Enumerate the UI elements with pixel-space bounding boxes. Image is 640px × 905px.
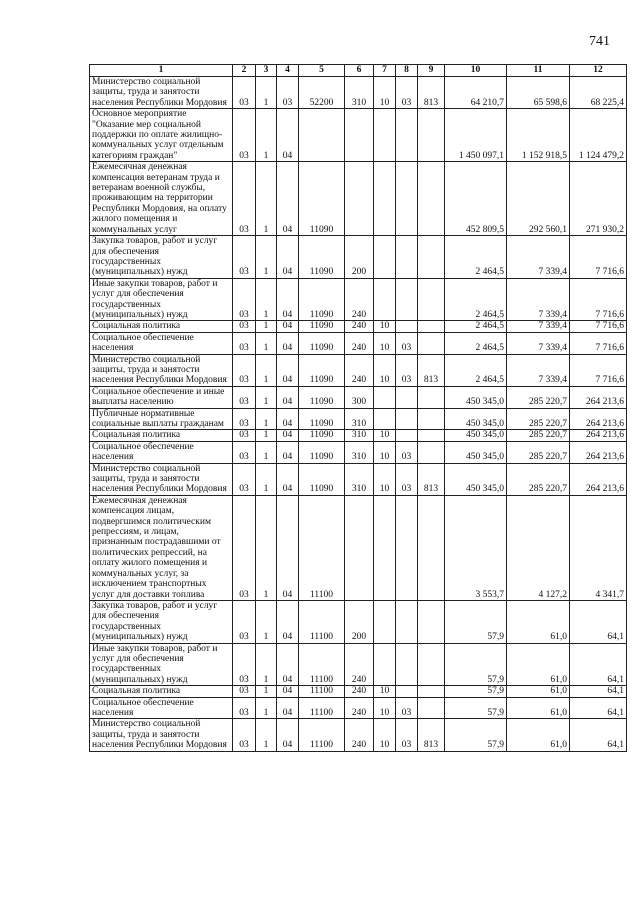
expense-type-cell: 300 bbox=[345, 386, 374, 408]
section-cell: 10 bbox=[374, 441, 396, 463]
code-col-2-cell: 03 bbox=[233, 332, 256, 354]
code-col-2-cell: 03 bbox=[233, 600, 256, 643]
expense-type-cell: 240 bbox=[345, 321, 374, 332]
code-col-3-cell: 1 bbox=[256, 321, 277, 332]
target-article-cell: 11090 bbox=[299, 408, 345, 430]
code-col-2-cell: 03 bbox=[233, 162, 256, 236]
code-col-4-cell: 04 bbox=[277, 109, 299, 162]
expense-type-cell: 310 bbox=[345, 463, 374, 495]
expense-type-cell: 310 bbox=[345, 408, 374, 430]
code-col-3-cell: 1 bbox=[256, 236, 277, 279]
code-col-4-cell: 04 bbox=[277, 719, 299, 751]
code-col-4-cell: 03 bbox=[277, 77, 299, 109]
page-number: 741 bbox=[589, 34, 610, 49]
section-cell: 10 bbox=[374, 321, 396, 332]
section-cell: 10 bbox=[374, 77, 396, 109]
target-article-cell: 11100 bbox=[299, 686, 345, 697]
section-cell bbox=[374, 408, 396, 430]
amount-col-12-cell: 264 213,6 bbox=[570, 463, 627, 495]
amount-col-11-cell: 285 220,7 bbox=[507, 430, 570, 441]
amount-col-10-cell: 57,9 bbox=[445, 686, 507, 697]
table-row bbox=[90, 463, 627, 495]
code-col-2-cell: 03 bbox=[233, 321, 256, 332]
code-col-3-cell: 1 bbox=[256, 600, 277, 643]
ministry-code-cell bbox=[418, 643, 445, 686]
target-article-cell: 11100 bbox=[299, 643, 345, 686]
budget-table bbox=[89, 64, 627, 752]
target-article-cell: 11090 bbox=[299, 354, 345, 386]
amount-col-11-cell: 61,0 bbox=[507, 697, 570, 719]
amount-col-12-cell: 64,1 bbox=[570, 686, 627, 697]
code-col-4-cell: 04 bbox=[277, 430, 299, 441]
column-header: 7 bbox=[374, 65, 396, 77]
target-article-cell: 11090 bbox=[299, 321, 345, 332]
code-col-2-cell: 03 bbox=[233, 719, 256, 751]
amount-col-11-cell: 61,0 bbox=[507, 719, 570, 751]
section-cell: 10 bbox=[374, 719, 396, 751]
expense-type-cell: 200 bbox=[345, 236, 374, 279]
code-col-3-cell: 1 bbox=[256, 162, 277, 236]
code-col-2-cell: 03 bbox=[233, 278, 256, 321]
row-label-cell: Министерство социальной защиты, труда и занятости населения Республики Мордовия bbox=[90, 719, 233, 751]
subsection-cell bbox=[396, 162, 418, 236]
amount-col-12-cell: 64,1 bbox=[570, 600, 627, 643]
section-cell bbox=[374, 109, 396, 162]
code-col-3-cell: 1 bbox=[256, 408, 277, 430]
column-header: 12 bbox=[570, 65, 627, 77]
amount-col-12-cell: 7 716,6 bbox=[570, 321, 627, 332]
ministry-code-cell bbox=[418, 236, 445, 279]
code-col-4-cell: 04 bbox=[277, 495, 299, 600]
amount-col-12-cell: 4 341,7 bbox=[570, 495, 627, 600]
row-label-cell: Иные закупки товаров, работ и услуг для обеспечения государственных (муниципальных) нужд bbox=[90, 643, 233, 686]
code-col-2-cell: 03 bbox=[233, 386, 256, 408]
table-row bbox=[90, 643, 627, 686]
subsection-cell: 03 bbox=[396, 697, 418, 719]
table-row bbox=[90, 236, 627, 279]
subsection-cell bbox=[396, 495, 418, 600]
code-col-2-cell: 03 bbox=[233, 236, 256, 279]
row-label-cell: Министерство социальной защиты, труда и занятости населения Республики Мордовия bbox=[90, 354, 233, 386]
target-article-cell: 11100 bbox=[299, 719, 345, 751]
row-label-cell: Социальная политика bbox=[90, 430, 233, 441]
expense-type-cell: 240 bbox=[345, 332, 374, 354]
amount-col-11-cell: 285 220,7 bbox=[507, 386, 570, 408]
amount-col-12-cell: 64,1 bbox=[570, 643, 627, 686]
expense-type-cell: 310 bbox=[345, 430, 374, 441]
amount-col-12-cell: 271 930,2 bbox=[570, 162, 627, 236]
code-col-2-cell: 03 bbox=[233, 77, 256, 109]
section-cell: 10 bbox=[374, 686, 396, 697]
section-cell: 10 bbox=[374, 430, 396, 441]
code-col-3-cell: 1 bbox=[256, 109, 277, 162]
section-cell bbox=[374, 600, 396, 643]
code-col-2-cell: 03 bbox=[233, 354, 256, 386]
expense-type-cell: 310 bbox=[345, 77, 374, 109]
amount-col-10-cell: 452 809,5 bbox=[445, 162, 507, 236]
column-header: 2 bbox=[233, 65, 256, 77]
amount-col-11-cell: 7 339,4 bbox=[507, 236, 570, 279]
subsection-cell bbox=[396, 686, 418, 697]
ministry-code-cell bbox=[418, 408, 445, 430]
code-col-2-cell: 03 bbox=[233, 441, 256, 463]
amount-col-10-cell: 2 464,5 bbox=[445, 321, 507, 332]
row-label-cell: Министерство социальной защиты, труда и занятости населения Республики Мордовия bbox=[90, 463, 233, 495]
subsection-cell bbox=[396, 386, 418, 408]
section-cell bbox=[374, 162, 396, 236]
row-label-cell: Публичные нормативные социальные выплаты гражданам bbox=[90, 408, 233, 430]
code-col-4-cell: 04 bbox=[277, 463, 299, 495]
section-cell bbox=[374, 643, 396, 686]
target-article-cell bbox=[299, 109, 345, 162]
amount-col-12-cell: 264 213,6 bbox=[570, 408, 627, 430]
column-header: 8 bbox=[396, 65, 418, 77]
code-col-3-cell: 1 bbox=[256, 441, 277, 463]
target-article-cell: 11100 bbox=[299, 600, 345, 643]
subsection-cell bbox=[396, 109, 418, 162]
amount-col-11-cell: 7 339,4 bbox=[507, 321, 570, 332]
table-row bbox=[90, 77, 627, 109]
amount-col-11-cell: 61,0 bbox=[507, 643, 570, 686]
amount-col-11-cell: 7 339,4 bbox=[507, 332, 570, 354]
target-article-cell: 11100 bbox=[299, 495, 345, 600]
section-cell: 10 bbox=[374, 354, 396, 386]
amount-col-11-cell: 285 220,7 bbox=[507, 463, 570, 495]
code-col-4-cell: 04 bbox=[277, 643, 299, 686]
expense-type-cell bbox=[345, 109, 374, 162]
code-col-3-cell: 1 bbox=[256, 686, 277, 697]
ministry-code-cell bbox=[418, 386, 445, 408]
table-row bbox=[90, 386, 627, 408]
code-col-3-cell: 1 bbox=[256, 430, 277, 441]
amount-col-11-cell: 7 339,4 bbox=[507, 278, 570, 321]
subsection-cell bbox=[396, 600, 418, 643]
column-header: 10 bbox=[445, 65, 507, 77]
subsection-cell bbox=[396, 236, 418, 279]
subsection-cell: 03 bbox=[396, 332, 418, 354]
expense-type-cell bbox=[345, 495, 374, 600]
amount-col-11-cell: 292 560,1 bbox=[507, 162, 570, 236]
row-label-cell: Социальное обеспечение населения bbox=[90, 332, 233, 354]
column-header: 4 bbox=[277, 65, 299, 77]
code-col-4-cell: 04 bbox=[277, 600, 299, 643]
row-label-cell: Ежемесячная денежная компенсация ветеранам труда и ветеранам военной службы, проживающим на территории Республики Мордовия, на оплату жилого помещения и коммунальных услуг bbox=[90, 162, 233, 236]
ministry-code-cell bbox=[418, 278, 445, 321]
expense-type-cell: 240 bbox=[345, 719, 374, 751]
code-col-4-cell: 04 bbox=[277, 278, 299, 321]
amount-col-10-cell: 57,9 bbox=[445, 643, 507, 686]
target-article-cell: 11100 bbox=[299, 697, 345, 719]
amount-col-11-cell: 285 220,7 bbox=[507, 408, 570, 430]
ministry-code-cell bbox=[418, 162, 445, 236]
row-label-cell: Социальное обеспечение населения bbox=[90, 697, 233, 719]
expense-type-cell: 200 bbox=[345, 600, 374, 643]
ministry-code-cell: 813 bbox=[418, 77, 445, 109]
code-col-3-cell: 1 bbox=[256, 697, 277, 719]
amount-col-12-cell: 264 213,6 bbox=[570, 386, 627, 408]
expense-type-cell: 240 bbox=[345, 697, 374, 719]
amount-col-11-cell: 1 152 918,5 bbox=[507, 109, 570, 162]
target-article-cell: 11090 bbox=[299, 441, 345, 463]
code-col-3-cell: 1 bbox=[256, 77, 277, 109]
amount-col-11-cell: 61,0 bbox=[507, 600, 570, 643]
header-row bbox=[90, 65, 627, 77]
table-row bbox=[90, 697, 627, 719]
code-col-3-cell: 1 bbox=[256, 495, 277, 600]
amount-col-12-cell: 264 213,6 bbox=[570, 430, 627, 441]
table-row bbox=[90, 354, 627, 386]
code-col-3-cell: 1 bbox=[256, 278, 277, 321]
amount-col-11-cell: 285 220,7 bbox=[507, 441, 570, 463]
column-header: 9 bbox=[418, 65, 445, 77]
target-article-cell: 11090 bbox=[299, 332, 345, 354]
target-article-cell: 11090 bbox=[299, 463, 345, 495]
amount-col-12-cell: 68 225,4 bbox=[570, 77, 627, 109]
target-article-cell: 11090 bbox=[299, 236, 345, 279]
amount-col-12-cell: 7 716,6 bbox=[570, 332, 627, 354]
amount-col-10-cell: 2 464,5 bbox=[445, 332, 507, 354]
code-col-3-cell: 1 bbox=[256, 386, 277, 408]
column-header: 11 bbox=[507, 65, 570, 77]
amount-col-12-cell: 1 124 479,2 bbox=[570, 109, 627, 162]
subsection-cell: 03 bbox=[396, 77, 418, 109]
code-col-2-cell: 03 bbox=[233, 109, 256, 162]
column-header: 1 bbox=[90, 65, 233, 77]
section-cell: 10 bbox=[374, 463, 396, 495]
code-col-2-cell: 03 bbox=[233, 697, 256, 719]
column-header: 5 bbox=[299, 65, 345, 77]
amount-col-10-cell: 450 345,0 bbox=[445, 430, 507, 441]
row-label-cell: Социальное обеспечение и иные выплаты населению bbox=[90, 386, 233, 408]
amount-col-12-cell: 64,1 bbox=[570, 719, 627, 751]
ministry-code-cell: 813 bbox=[418, 463, 445, 495]
amount-col-10-cell: 57,9 bbox=[445, 719, 507, 751]
amount-col-11-cell: 61,0 bbox=[507, 686, 570, 697]
table-row bbox=[90, 495, 627, 600]
subsection-cell bbox=[396, 278, 418, 321]
amount-col-10-cell: 2 464,5 bbox=[445, 278, 507, 321]
table-row bbox=[90, 441, 627, 463]
table-row bbox=[90, 109, 627, 162]
expense-type-cell bbox=[345, 162, 374, 236]
table-row bbox=[90, 162, 627, 236]
amount-col-11-cell: 4 127,2 bbox=[507, 495, 570, 600]
section-cell bbox=[374, 495, 396, 600]
code-col-4-cell: 04 bbox=[277, 441, 299, 463]
row-label-cell: Социальная политика bbox=[90, 686, 233, 697]
amount-col-10-cell: 450 345,0 bbox=[445, 386, 507, 408]
section-cell bbox=[374, 278, 396, 321]
amount-col-10-cell: 64 210,7 bbox=[445, 77, 507, 109]
target-article-cell: 11090 bbox=[299, 278, 345, 321]
section-cell bbox=[374, 236, 396, 279]
ministry-code-cell bbox=[418, 321, 445, 332]
amount-col-12-cell: 7 716,6 bbox=[570, 236, 627, 279]
section-cell bbox=[374, 386, 396, 408]
target-article-cell: 11090 bbox=[299, 162, 345, 236]
code-col-4-cell: 04 bbox=[277, 162, 299, 236]
code-col-2-cell: 03 bbox=[233, 495, 256, 600]
amount-col-10-cell: 2 464,5 bbox=[445, 236, 507, 279]
ministry-code-cell bbox=[418, 441, 445, 463]
amount-col-11-cell: 65 598,6 bbox=[507, 77, 570, 109]
expense-type-cell: 240 bbox=[345, 643, 374, 686]
ministry-code-cell bbox=[418, 430, 445, 441]
row-label-cell: Министерство социальной защиты, труда и занятости населения Республики Мордовия bbox=[90, 77, 233, 109]
column-header: 3 bbox=[256, 65, 277, 77]
code-col-4-cell: 04 bbox=[277, 236, 299, 279]
table-row bbox=[90, 600, 627, 643]
code-col-4-cell: 04 bbox=[277, 321, 299, 332]
amount-col-10-cell: 450 345,0 bbox=[445, 408, 507, 430]
subsection-cell bbox=[396, 408, 418, 430]
amount-col-12-cell: 7 716,6 bbox=[570, 278, 627, 321]
section-cell: 10 bbox=[374, 697, 396, 719]
code-col-4-cell: 04 bbox=[277, 386, 299, 408]
amount-col-12-cell: 264 213,6 bbox=[570, 441, 627, 463]
subsection-cell: 03 bbox=[396, 463, 418, 495]
table-row bbox=[90, 686, 627, 697]
target-article-cell: 52200 bbox=[299, 77, 345, 109]
table-row bbox=[90, 430, 627, 441]
code-col-4-cell: 04 bbox=[277, 332, 299, 354]
expense-type-cell: 240 bbox=[345, 354, 374, 386]
target-article-cell: 11090 bbox=[299, 386, 345, 408]
row-label-cell: Закупка товаров, работ и услуг для обеспечения государственных (муниципальных) нужд bbox=[90, 600, 233, 643]
row-label-cell: Основное мероприятие "Оказание мер социальной поддержки по оплате жилищно-коммунальных услуг отдельным категориям граждан" bbox=[90, 109, 233, 162]
code-col-2-cell: 03 bbox=[233, 463, 256, 495]
code-col-2-cell: 03 bbox=[233, 408, 256, 430]
row-label-cell: Ежемесячная денежная компенсация лицам, подвергшимся политическим репрессиям, и лицам, признанным пострадавшими от политических репрессий, на оплату жилого помещения и коммунальных услуг, за исключением транспортных услуг для доставки топлива bbox=[90, 495, 233, 600]
subsection-cell bbox=[396, 321, 418, 332]
ministry-code-cell bbox=[418, 332, 445, 354]
code-col-2-cell: 03 bbox=[233, 430, 256, 441]
subsection-cell: 03 bbox=[396, 441, 418, 463]
amount-col-10-cell: 450 345,0 bbox=[445, 463, 507, 495]
code-col-4-cell: 04 bbox=[277, 697, 299, 719]
row-label-cell: Социальная политика bbox=[90, 321, 233, 332]
code-col-4-cell: 04 bbox=[277, 354, 299, 386]
ministry-code-cell: 813 bbox=[418, 719, 445, 751]
row-label-cell: Закупка товаров, работ и услуг для обеспечения государственных (муниципальных) нужд bbox=[90, 236, 233, 279]
code-col-3-cell: 1 bbox=[256, 719, 277, 751]
subsection-cell: 03 bbox=[396, 719, 418, 751]
table-row bbox=[90, 719, 627, 751]
expense-type-cell: 310 bbox=[345, 441, 374, 463]
ministry-code-cell bbox=[418, 495, 445, 600]
target-article-cell: 11090 bbox=[299, 430, 345, 441]
subsection-cell bbox=[396, 430, 418, 441]
amount-col-10-cell: 57,9 bbox=[445, 600, 507, 643]
amount-col-10-cell: 3 553,7 bbox=[445, 495, 507, 600]
ministry-code-cell bbox=[418, 686, 445, 697]
ministry-code-cell: 813 bbox=[418, 354, 445, 386]
amount-col-10-cell: 2 464,5 bbox=[445, 354, 507, 386]
ministry-code-cell bbox=[418, 109, 445, 162]
table-row bbox=[90, 278, 627, 321]
expense-type-cell: 240 bbox=[345, 278, 374, 321]
code-col-2-cell: 03 bbox=[233, 686, 256, 697]
ministry-code-cell bbox=[418, 697, 445, 719]
amount-col-11-cell: 7 339,4 bbox=[507, 354, 570, 386]
code-col-2-cell: 03 bbox=[233, 643, 256, 686]
code-col-3-cell: 1 bbox=[256, 643, 277, 686]
expense-type-cell: 240 bbox=[345, 686, 374, 697]
code-col-3-cell: 1 bbox=[256, 463, 277, 495]
amount-col-10-cell: 1 450 097,1 bbox=[445, 109, 507, 162]
column-header: 6 bbox=[345, 65, 374, 77]
section-cell: 10 bbox=[374, 332, 396, 354]
amount-col-12-cell: 7 716,6 bbox=[570, 354, 627, 386]
amount-col-12-cell: 64,1 bbox=[570, 697, 627, 719]
code-col-4-cell: 04 bbox=[277, 686, 299, 697]
code-col-3-cell: 1 bbox=[256, 332, 277, 354]
amount-col-10-cell: 450 345,0 bbox=[445, 441, 507, 463]
code-col-3-cell: 1 bbox=[256, 354, 277, 386]
row-label-cell: Социальное обеспечение населения bbox=[90, 441, 233, 463]
ministry-code-cell bbox=[418, 600, 445, 643]
subsection-cell: 03 bbox=[396, 354, 418, 386]
amount-col-10-cell: 57,9 bbox=[445, 697, 507, 719]
code-col-4-cell: 04 bbox=[277, 408, 299, 430]
row-label-cell: Иные закупки товаров, работ и услуг для обеспечения государственных (муниципальных) нужд bbox=[90, 278, 233, 321]
table-row bbox=[90, 332, 627, 354]
table-row bbox=[90, 408, 627, 430]
table-row bbox=[90, 321, 627, 332]
subsection-cell bbox=[396, 643, 418, 686]
